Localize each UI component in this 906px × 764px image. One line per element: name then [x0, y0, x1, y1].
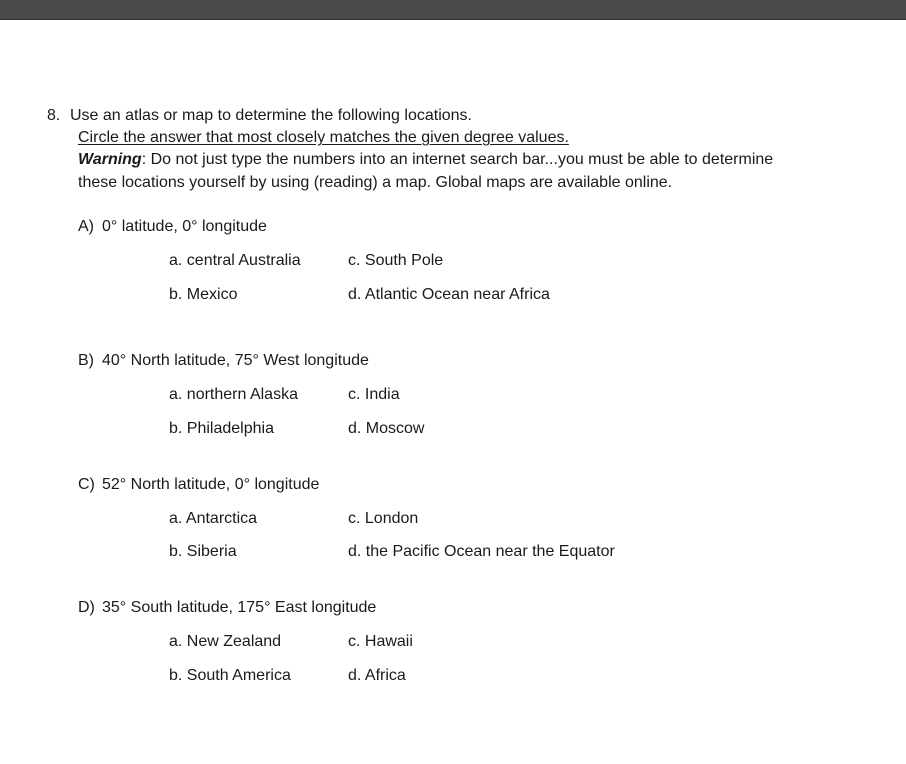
part-d-option-a[interactable]: a. New Zealand [169, 633, 282, 650]
part-c-option-a[interactable]: a. Antarctica [169, 510, 258, 527]
part-c-prompt: 52° North latitude, 0° longitude [102, 476, 320, 493]
part-c-label: C) [78, 476, 95, 493]
part-c-option-b[interactable]: b. Siberia [169, 543, 237, 560]
question-number: 8. [47, 107, 61, 124]
part-a-option-a[interactable]: a. central Australia [169, 252, 301, 269]
part-a-option-d[interactable]: d. Atlantic Ocean near Africa [348, 286, 550, 303]
part-d-option-c[interactable]: c. Hawaii [348, 633, 413, 650]
warning-label: Warning [78, 151, 142, 168]
warning-continuation: these locations yourself by using (reading) a map. Global maps are available online. [78, 174, 673, 191]
part-b-option-c[interactable]: c. India [348, 386, 400, 403]
part-a-option-c[interactable]: c. South Pole [348, 252, 444, 269]
part-b-option-d[interactable]: d. Moscow [348, 420, 425, 437]
part-b-prompt: 40° North latitude, 75° West longitude [102, 352, 369, 369]
part-a-label: A) [78, 218, 94, 235]
part-b-option-b[interactable]: b. Philadelphia [169, 420, 274, 437]
warning-text: : Do not just type the numbers into an internet search bar...you must be able to determine [141, 151, 774, 168]
question-instruction: Use an atlas or map to determine the following locations. [70, 107, 472, 124]
part-b-label: B) [78, 352, 94, 369]
circle-instruction: Circle the answer that most closely matches the given degree values. [78, 129, 569, 146]
part-d-option-b[interactable]: b. South America [169, 667, 291, 684]
part-c-option-c[interactable]: c. London [348, 510, 419, 527]
part-d-label: D) [78, 599, 95, 616]
part-b-option-a[interactable]: a. northern Alaska [169, 386, 298, 403]
part-d-option-d[interactable]: d. Africa [348, 667, 406, 684]
part-c-option-d[interactable]: d. the Pacific Ocean near the Equator [348, 543, 615, 560]
window-top-bar [0, 0, 906, 20]
part-a-prompt: 0° latitude, 0° longitude [102, 218, 267, 235]
part-a-option-b[interactable]: b. Mexico [169, 286, 238, 303]
part-d-prompt: 35° South latitude, 175° East longitude [102, 599, 377, 616]
warning-line [78, 150, 773, 170]
